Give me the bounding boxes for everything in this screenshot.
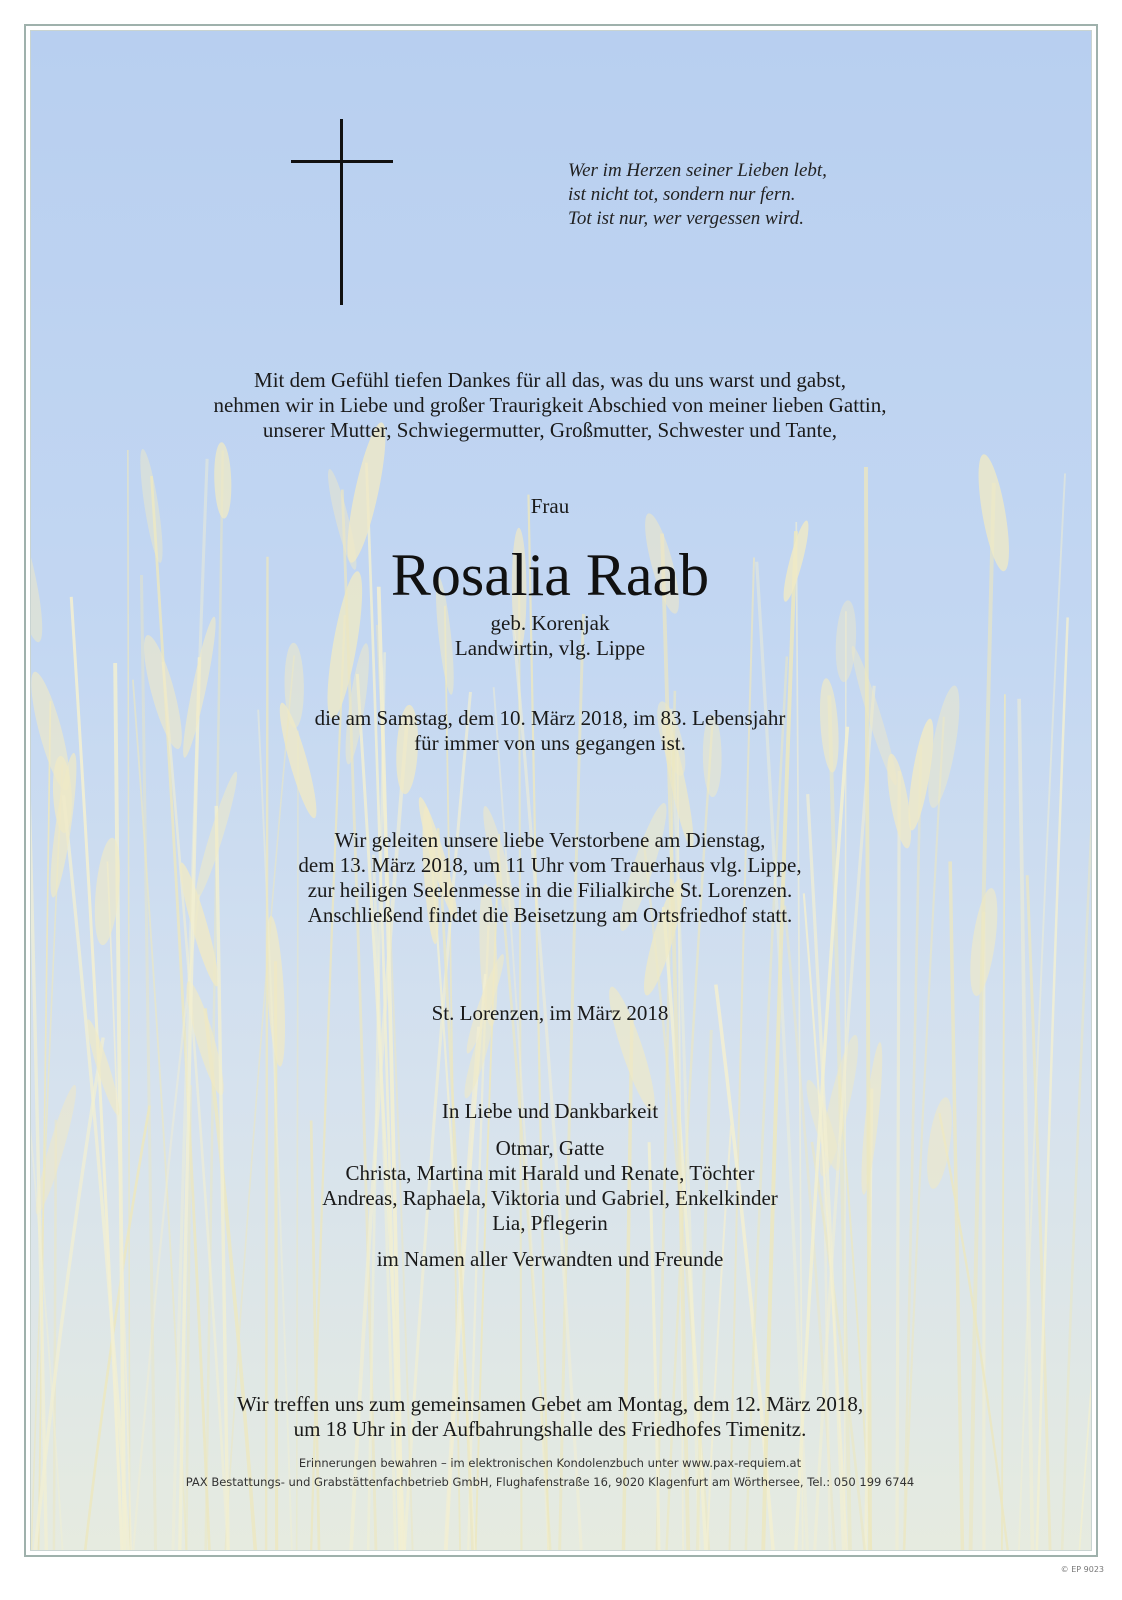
funeral-line: zur heiligen Seelenmesse in die Filialkirche St. Lorenzen. [307,878,793,902]
footer-condolence-line: Erinnerungen bewahren – im elektronischen Kondolenzbuch unter www.pax-requiem.at [298,1456,802,1470]
intro-line: nehmen wir in Liebe und großer Traurigkeit Abschied von meiner lieben Gattin, [213,393,887,417]
mourners-closing: im Namen aller Verwandten und Freunde [376,1247,724,1271]
wheat-ear [31,496,50,645]
wheat-stalk [1037,617,1068,1550]
birth-name: geb. Korenjak [490,611,610,635]
page-border [24,24,1098,1557]
prayer-notice [60,1392,1040,1442]
background-panel [30,30,1092,1551]
funeral-line: dem 13. März 2018, um 11 Uhr vom Trauerhaus vlg. Lippe, [298,853,802,877]
prayer-line: um 18 Uhr in der Aufbahrungshalle des Friedhofes Timenitz. [293,1417,807,1441]
mourner-line: Christa, Martina mit Harald und Renate, Töchter [345,1161,755,1185]
mourner-line: Andreas, Raphaela, Viktoria und Gabriel, Enkelkinder [322,1186,778,1210]
cross-horizontal-bar [291,160,393,163]
poem-line: Tot ist nur, wer vergessen wird. [568,208,804,229]
prayer-line: Wir treffen uns zum gemeinsamen Gebet am Montag, dem 12. März 2018, [236,1392,864,1416]
place-date: St. Lorenzen, im März 2018 [431,1001,669,1025]
funeral-line: Wir geleiten unsere liebe Verstorbene am Dienstag, [334,828,766,852]
wheat-stalk [54,1120,56,1550]
deceased-details [60,611,1040,661]
mourners-heading: In Liebe und Dankbarkeit [441,1099,659,1123]
cross-icon [291,119,393,305]
occupation: Landwirtin, vlg. Lippe [454,636,646,660]
cross-vertical-bar [340,119,343,305]
intro-line: Mit dem Gefühl tiefen Dankes für all das, was du uns warst und gabst, [254,368,846,392]
death-notice [60,706,1040,756]
mourners-list [60,1136,1040,1236]
poem-line: ist nicht tot, sondern nur fern. [568,184,796,205]
wheat-ear [1085,482,1091,594]
death-line: die am Samstag, dem 10. März 2018, im 83. Lebensjahr [314,706,786,730]
footer [60,1454,1040,1492]
template-code: © EP 9023 [1060,1565,1104,1574]
poem [568,159,908,231]
deceased-name: Rosalia Raab [390,542,710,608]
wheat-field-background [31,31,1091,1550]
funeral-line: Anschließend findet die Beisetzung am Ortsfriedhof statt. [307,903,793,927]
death-line: für immer von uns gegangen ist. [414,731,686,755]
intro-line: unserer Mutter, Schwiegermutter, Großmutter, Schwester und Tante, [262,418,838,442]
funeral-details [60,828,1040,928]
mourner-line: Lia, Pflegerin [492,1211,608,1235]
mourner-line: Otmar, Gatte [495,1136,605,1160]
poem-line: Wer im Herzen seiner Lieben lebt, [568,160,827,181]
salutation: Frau [530,494,570,518]
footer-company-line: PAX Bestattungs- und Grabstättenfachbetrieb GmbH, Flughafenstraße 16, 9020 Klagenfurt am Wörthersee, Tel.: 050 199 6744 [185,1475,915,1489]
intro-text [60,368,1040,443]
